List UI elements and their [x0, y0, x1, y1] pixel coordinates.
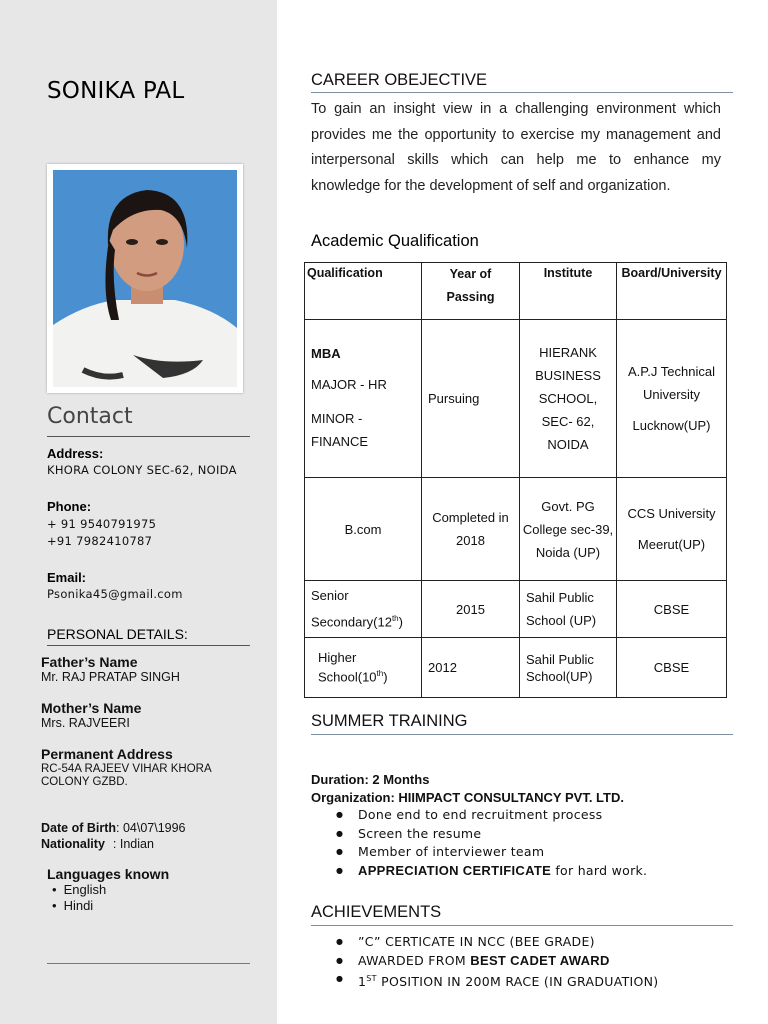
list-item	[332, 862, 647, 881]
table-row	[305, 581, 727, 638]
phone-label: Phone:	[47, 499, 92, 514]
objective-text: To gain an insight view in a challenging environment which provides me the opportunity to exercise my management and interpersonal skills which can help me to enhance my knowledge for the development of self and organization.	[311, 101, 721, 194]
higher-title: Higher School(10	[318, 649, 377, 685]
higher-close: )	[383, 669, 388, 685]
training-divider	[311, 734, 733, 735]
race-rank: 1	[358, 974, 367, 990]
mba-board-place: Lucknow(UP)	[632, 418, 711, 433]
mba-major: MAJOR - HR	[311, 376, 387, 392]
race-detail: POSITION IN 200M RACE (IN GRADUATION)	[376, 974, 659, 990]
permanent-address-label: Permanent Address	[41, 746, 173, 762]
contact-heading: Contact	[47, 404, 133, 429]
nationality-label: Nationality	[41, 837, 105, 851]
objective-heading: CAREER OBEJECTIVE	[311, 71, 488, 89]
phone-primary: + 91 9540791975	[47, 517, 157, 531]
higher-year: 2012	[422, 638, 520, 698]
mba-institute: HIERANK BUSINESS SCHOOL, SEC- 62, NOIDA	[520, 320, 617, 478]
senior-close: )	[398, 614, 403, 630]
email-value: Psonika45@gmail.com	[47, 587, 183, 601]
father-value: Mr. RAJ PRATAP SINGH	[41, 670, 180, 684]
mba-title: MBA	[311, 345, 341, 361]
achievements-clip	[332, 933, 732, 990]
list-item: ● ”C” CERTICATE IN NCC (BEE GRADE)	[332, 933, 732, 952]
bcom-year: Completed in 2018	[422, 478, 520, 581]
language-item: • Hindi	[52, 898, 106, 914]
sidebar-bottom-divider	[47, 963, 250, 964]
senior-institute: Sahil Public School (UP)	[520, 581, 617, 638]
higher-board: CBSE	[617, 638, 727, 698]
header-qualification: Qualification	[305, 263, 422, 320]
award-prefix: AWARDED FROM	[358, 952, 471, 968]
contact-divider	[47, 436, 250, 437]
portrait-image	[53, 170, 237, 387]
bcom-board-place: Meerut(UP)	[637, 537, 706, 552]
senior-year: 2015	[422, 581, 520, 638]
address-value: KHORA COLONY SEC-62, NOIDA	[47, 463, 237, 477]
training-duration: Duration: 2 Months	[311, 772, 430, 787]
list-item: ● Done end to end recruitment process	[332, 806, 647, 825]
mba-qualification	[305, 320, 422, 478]
table-row	[305, 478, 727, 581]
profile-photo	[47, 164, 243, 393]
nationality-row	[41, 837, 154, 851]
table-row	[305, 638, 727, 698]
list-item	[332, 952, 732, 971]
senior-sup: th	[391, 614, 399, 624]
bcom-board	[617, 478, 727, 581]
achievements-divider	[311, 925, 733, 926]
table-row	[305, 320, 727, 478]
languages-label: Languages known	[47, 866, 170, 882]
academic-heading: Academic Qualification	[311, 232, 479, 250]
mba-minor: MINOR - FINANCE	[311, 410, 369, 449]
achievements-list	[332, 933, 732, 989]
mother-label: Mother’s Name	[41, 700, 142, 716]
certificate-rest: for hard work.	[551, 862, 648, 878]
bcom-board-name: CCS University	[627, 506, 716, 521]
header-board: Board/University	[617, 263, 727, 320]
dob-value: : 04\07\1996	[116, 821, 186, 835]
languages-list	[52, 882, 106, 914]
training-heading: SUMMER TRAINING	[311, 712, 468, 730]
bcom-institute: Govt. PG College sec-39, Noida (UP)	[520, 478, 617, 581]
list-item	[332, 970, 732, 989]
dob-row	[41, 821, 186, 835]
mba-board-name: A.P.J Technical University	[628, 364, 715, 402]
list-item: ● Screen the resume	[332, 825, 647, 844]
phone-secondary: +91 7982410787	[47, 534, 153, 548]
mba-board	[617, 320, 727, 478]
nationality-value: : Indian	[112, 837, 154, 851]
dob-label: Date of Birth	[41, 821, 116, 835]
training-organization: Organization: HIIMPACT CONSULTANCY PVT. LTD.	[311, 790, 624, 805]
permanent-address-line2: COLONY GZBD.	[41, 776, 128, 788]
language-item: • English	[52, 882, 106, 898]
address-label: Address:	[47, 446, 104, 461]
senior-title: Senior Secondary(12	[311, 588, 392, 630]
higher-sup: th	[376, 668, 384, 678]
mba-year: Pursuing	[422, 320, 520, 478]
email-label: Email:	[47, 570, 87, 585]
mother-value: Mrs. RAJVEERI	[41, 716, 130, 730]
permanent-address-line1: RC-54A RAJEEV VIHAR KHORA	[41, 763, 212, 775]
table-header-row	[305, 263, 727, 320]
senior-board: CBSE	[617, 581, 727, 638]
academic-table	[304, 262, 727, 698]
header-institute: Institute	[520, 263, 617, 320]
senior-qualification	[305, 581, 422, 638]
higher-institute: Sahil Public School(UP)	[520, 638, 617, 698]
father-label: Father’s Name	[41, 654, 138, 670]
list-item: ● Member of interviewer team	[332, 843, 647, 862]
personal-details-heading: PERSONAL DETAILS:	[47, 626, 188, 642]
header-year: Year of Passing	[422, 263, 520, 320]
award-name: BEST CADET AWARD	[470, 952, 610, 968]
certificate-label: APPRECIATION CERTIFICATE	[358, 862, 552, 878]
candidate-name: SONIKA PAL	[47, 78, 185, 104]
higher-qualification	[305, 638, 422, 698]
objective-divider	[311, 92, 733, 93]
training-list	[332, 806, 647, 880]
race-rank-sup: ST	[366, 974, 377, 983]
achievements-heading: ACHIEVEMENTS	[311, 903, 442, 921]
personal-divider	[47, 645, 250, 646]
bcom-qualification: B.com	[305, 478, 422, 581]
